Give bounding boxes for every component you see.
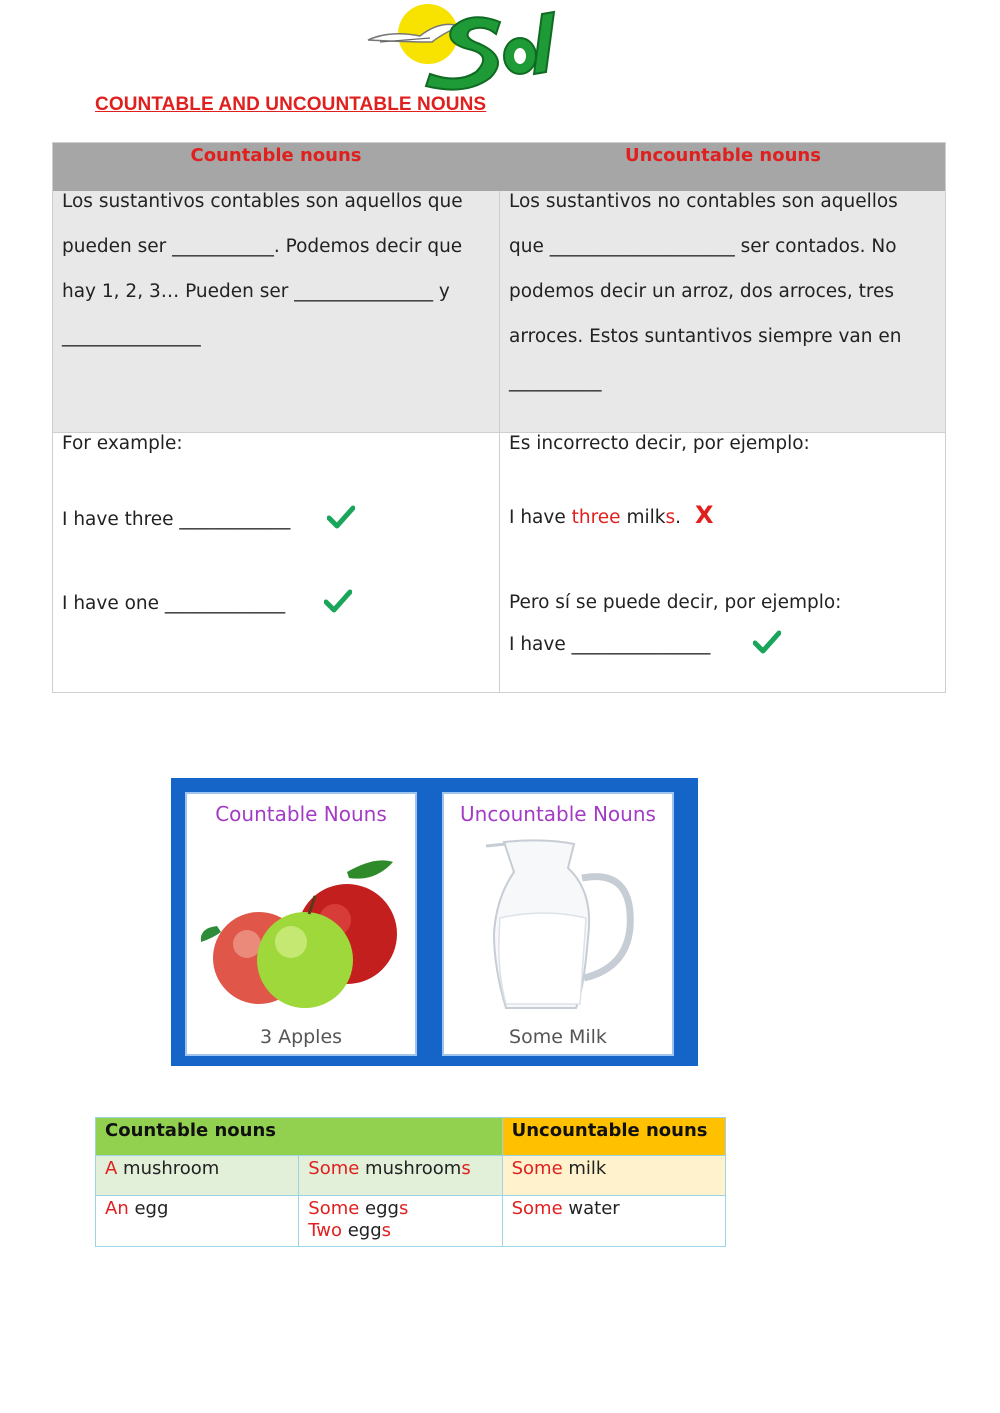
noun-examples-table <box>95 1117 726 1247</box>
sol-logo <box>360 0 560 92</box>
explanation-table <box>52 142 946 693</box>
table-cell <box>299 1196 502 1247</box>
header-uncountable-nouns: Uncountable nouns <box>502 1118 725 1156</box>
noun: egg <box>128 1198 169 1219</box>
countable-def-line: hay 1, 2, 3… Pueden ser _______________ y <box>62 281 450 302</box>
article: A <box>105 1158 118 1179</box>
uncountable-def-line: arroces. Estos suntantivos siempre van en <box>509 326 902 347</box>
uncountable-panel <box>442 792 674 1056</box>
article: An <box>105 1198 129 1219</box>
countable-panel-title: Countable Nouns <box>215 802 387 826</box>
header-countable: Countable nouns <box>190 145 362 166</box>
uncountable-panel-caption: Some Milk <box>509 1026 607 1048</box>
check-icon <box>327 505 355 529</box>
correct-intro: Pero sí se puede decir, por ejemplo: <box>509 592 842 613</box>
countable-uncountable-illustration <box>171 778 698 1066</box>
apples-icon <box>197 842 407 1010</box>
table-row <box>96 1196 726 1247</box>
quantifier: Some <box>308 1198 360 1219</box>
countable-def-line: pueden ser ___________. Podemos decir que <box>62 236 463 257</box>
plural-s: s <box>461 1158 471 1179</box>
uncountable-panel-title: Uncountable Nouns <box>460 802 656 826</box>
incorrect-intro: Es incorrecto decir, por ejemplo: <box>509 433 810 454</box>
header-countable-nouns: Countable nouns <box>96 1118 503 1156</box>
table-cell <box>96 1196 299 1247</box>
check-icon <box>753 630 781 654</box>
incorrect-three: three <box>571 507 621 528</box>
incorrect-example <box>509 507 681 528</box>
quantifier: Two <box>308 1220 343 1241</box>
plural-s: s <box>381 1220 392 1241</box>
uncountable-def-line: podemos decir un arroz, dos arroces, tres <box>509 281 895 302</box>
uncountable-def-line: __________ <box>509 371 602 392</box>
quantifier: Some <box>511 1158 563 1179</box>
correct-example: I have _______________ <box>509 634 711 655</box>
table-header-row <box>96 1118 726 1156</box>
example-line-three: I have three ____________ <box>62 509 291 530</box>
noun: mushroom <box>359 1158 462 1179</box>
sol-logo-graphic <box>360 0 560 92</box>
countable-def-line: _______________ <box>62 326 201 347</box>
milk-jug-icon <box>484 838 654 1018</box>
noun: egg <box>342 1220 382 1241</box>
noun: egg <box>359 1198 399 1219</box>
example-intro: For example: <box>62 433 183 454</box>
check-icon <box>324 589 352 613</box>
page-title: COUNTABLE AND UNCOUNTABLE NOUNS <box>95 94 487 115</box>
table-cell <box>96 1156 299 1196</box>
quantifier: Some <box>308 1158 360 1179</box>
noun: milk <box>562 1158 607 1179</box>
incorrect-prefix: I have <box>509 507 572 528</box>
table-cell <box>502 1196 725 1247</box>
header-uncountable: Uncountable nouns <box>625 145 821 166</box>
table-cell <box>299 1156 502 1196</box>
noun: water <box>562 1198 620 1219</box>
x-mark-icon: X <box>695 501 714 529</box>
example-line-one: I have one _____________ <box>62 593 286 614</box>
countable-panel-caption: 3 Apples <box>259 1026 343 1048</box>
countable-def-line: Los sustantivos contables son aquellos que <box>62 191 463 212</box>
uncountable-def-line: que ____________________ ser contados. No <box>509 236 897 257</box>
incorrect-milk: milk <box>620 507 666 528</box>
uncountable-def-line: Los sustantivos no contables son aquellos <box>509 191 898 212</box>
incorrect-plural-s: s <box>665 507 676 528</box>
table-row <box>96 1156 726 1196</box>
column-divider <box>499 191 500 693</box>
noun: mushroom <box>117 1158 220 1179</box>
explanation-table-header <box>53 143 945 191</box>
plural-s: s <box>398 1198 409 1219</box>
countable-panel <box>185 792 417 1056</box>
table-cell <box>502 1156 725 1196</box>
incorrect-dot: . <box>675 507 681 528</box>
quantifier: Some <box>511 1198 563 1219</box>
